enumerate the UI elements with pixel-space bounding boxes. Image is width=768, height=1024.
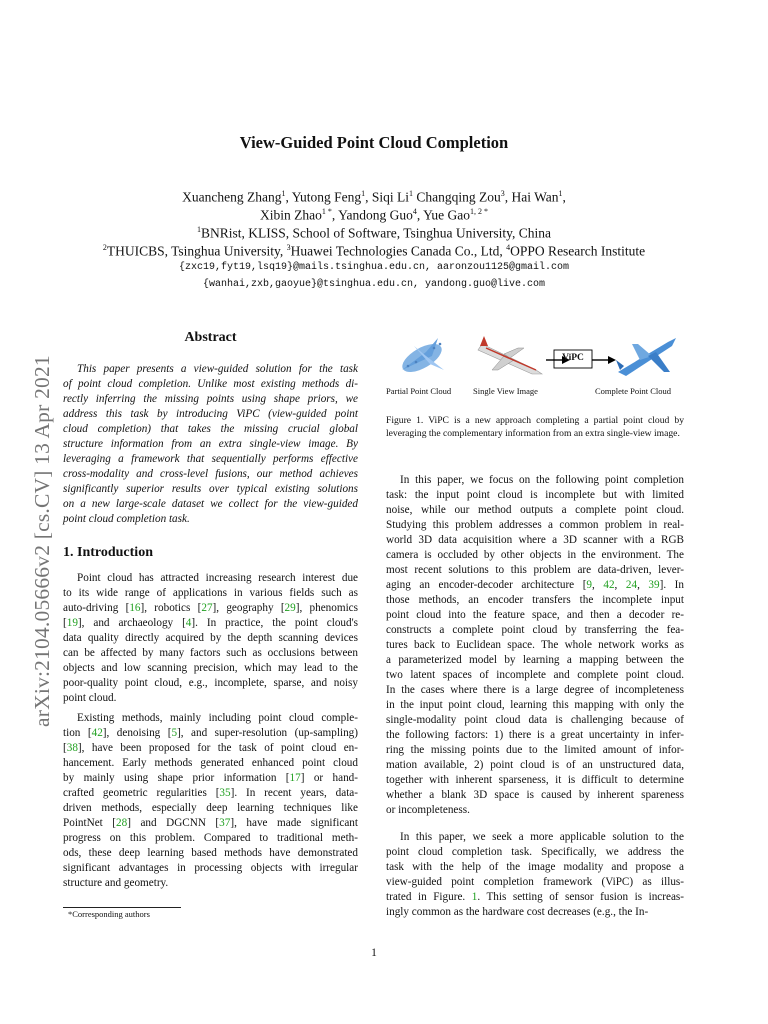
intro-para-1-line: poor-quality point cloud, e.g., incomplete, sparse, and noisy <box>63 677 358 689</box>
abstract-line: significantly superior results over typical existing solutions <box>63 483 358 495</box>
intro-para-1-line: can be affected by many factors such as occlusions between <box>63 647 358 659</box>
right-para-1-line: together with inherent sparseness, it is difficult to determine <box>386 774 684 786</box>
intro-para-2-line: by mainly using shape prior information [17] or hand- <box>63 772 358 784</box>
right-para-1-line: world 3D data acquisition where a 3D scanner with a RGB <box>386 534 684 546</box>
abstract-line: cloud completion) that takes the missing crucial global <box>63 423 358 435</box>
abstract-line: on a new large-scale dataset we collect for the view-guided <box>63 498 358 510</box>
right-para-1-line: mation available, 2) point cloud is of an unstructured data, <box>386 759 684 771</box>
right-para-1-line: camera is occluded by other objects in the environment. The <box>386 549 684 561</box>
right-para-1-line: whether a blank 3D space is caused by inherent spareness <box>386 789 684 801</box>
author-name: Huawei Technologies Canada Co., Ltd, <box>290 243 507 259</box>
author-sup: 4 <box>412 207 417 216</box>
right-para-1-line: two latent spaces of incomplete and complete point cloud. <box>386 669 684 681</box>
intro-para-1-line: objects and low scanning precision, which may lead to the <box>63 662 358 674</box>
author-name: Changqing Zou <box>412 189 501 205</box>
author-name: Xuancheng Zhang <box>182 189 282 205</box>
right-para-1-line: in the input point cloud, learning this mapping with only the <box>386 699 684 711</box>
right-para-1-line: aging an encoder-decoder architecture [9, 42, 24, 39]. In <box>386 579 684 591</box>
affil-text: BNRist, KLISS, School of Software, Tsinghua University, China <box>200 225 552 241</box>
abstract-line: This paper presents a view-guided solution for the task <box>77 363 358 375</box>
affiliation-2 <box>0 239 748 261</box>
page-number: 1 <box>371 947 377 959</box>
figure-label-complete: Complete Point Cloud <box>595 386 672 396</box>
right-para-1-line: Studying this problem addresses a common problem in real- <box>386 519 684 531</box>
abstract-line: leveraging a framework that sequentially performs effective <box>63 453 358 465</box>
intro-para-1 <box>63 571 358 706</box>
vipc-box-label: ViPC <box>562 353 584 363</box>
right-para-1-line: or incompleteness. <box>386 804 470 816</box>
right-para-1-line: ring the missing points due to the limited amount of infor- <box>386 744 684 756</box>
right-para-1-line: In the cases where there is a large degree of incompleteness <box>386 684 684 696</box>
intro-para-2-line: Existing methods, mainly including point cloud comple- <box>77 712 358 724</box>
author-sup: 3 <box>286 243 291 252</box>
arxiv-stamp <box>15 272 54 727</box>
author-sup: 3 <box>500 189 505 198</box>
author-sup: 2 <box>102 243 107 252</box>
right-para-1-line: tures back to Euclidean space. The whole network works as <box>386 639 684 651</box>
intro-para-2-line: PointNet [28] and DGCNN [37], have made significant <box>63 817 358 829</box>
intro-para-1-line: to its wide range of applications in various fields such as <box>63 587 358 599</box>
abstract-body <box>63 362 358 527</box>
intro-heading: 1. Introduction <box>63 545 153 560</box>
author-name: OPPO Research Institute <box>510 243 646 259</box>
figure-caption: Figure 1. ViPC is a new approach completing a partial point cloud by leveraging the complementary information from an extra single-view image. <box>386 415 684 439</box>
intro-para-1-line: auto-driving [16], robotics [27], geography [29], phenomics <box>63 602 359 614</box>
abstract-line: point cloud completion task. <box>63 513 190 525</box>
partial-point-cloud-image <box>398 338 446 378</box>
author-name: , Yutong Feng <box>285 189 362 205</box>
right-para-1-line: point cloud into the feature space, and then a decoder re- <box>386 609 684 621</box>
intro-para-2-line: crafted geometric regularities [35]. In recent years, data- <box>63 787 358 799</box>
author-sup: 1 <box>558 189 563 198</box>
complete-point-cloud-image <box>616 338 676 376</box>
author-sup: 1, 2 * <box>470 207 488 216</box>
abstract-line: rectly inferring the missing points using shape priors, we <box>63 393 358 405</box>
paper-title: View-Guided Point Cloud Completion <box>239 133 509 152</box>
abstract-line: of point cloud completion. Unlike most existing methods di- <box>63 378 358 390</box>
intro-para-1-line: [19], and archaeology [4]. In practice, the point cloud's <box>63 617 358 629</box>
right-para-2-line: ingly common as the hardware cost decreases (e.g., the In- <box>386 906 649 918</box>
right-para-1-line: In this paper, we focus on the following point completion <box>400 474 684 486</box>
right-para-1 <box>386 473 684 818</box>
author-name: , <box>562 189 566 205</box>
email-line-2: {wanhai,zxb,gaoyue}@tsinghua.edu.cn, yandong.guo@live.com <box>202 279 546 290</box>
author-sup: 1 <box>408 189 413 198</box>
right-para-2-line: view-guided point completion framework (ViPC) as illus- <box>386 876 684 888</box>
figure-label-single-view: Single View Image <box>473 386 538 396</box>
author-name: , Yandong Guo <box>331 207 413 223</box>
author-sup: 1 <box>281 189 286 198</box>
right-para-2-line: task with the help of the image modality and propose a <box>386 861 684 873</box>
intro-para-2-line: hancement. Early methods generated enhanced point cloud <box>63 757 358 769</box>
right-para-1-line: constructs a complete point cloud by transferring the fea- <box>386 624 684 636</box>
abstract-line: address this task by introducing ViPC (view-guided point <box>63 408 358 420</box>
right-para-2-line: In this paper, we seek a more applicable solution to the <box>400 831 684 843</box>
author-sup: 1 <box>361 189 366 198</box>
author-name: , Yue Gao <box>416 207 470 223</box>
footnote: *Corresponding authors <box>68 909 150 919</box>
intro-para-2-line: driven methods, especially deep learning techniques like <box>63 802 358 814</box>
author-name: THUICBS, Tsinghua University, <box>106 243 287 259</box>
right-para-2-line: trated in Figure. 1. This setting of sensor fusion is increas- <box>386 891 684 903</box>
figure-label-partial: Partial Point Cloud <box>386 386 452 396</box>
intro-para-2-line: tion [42], denoising [5], and super-resolution (up-sampling) <box>63 727 358 739</box>
intro-para-2-line: significant advantages in processing objects with irregular <box>63 862 358 874</box>
right-para-1-line: a parameterized model by learning a mapping between the <box>386 654 684 666</box>
single-view-image <box>478 336 542 374</box>
arxiv-id: arXiv:2104.05666v2 [cs.CV] 13 Apr 2021 <box>30 355 54 727</box>
right-para-1-line: the following factors: 1) there is a great uncertainty in infer- <box>386 729 684 741</box>
right-para-1-line: task: the input point cloud is incomplete but with limited <box>386 489 684 501</box>
intro-para-2-line: [38], have been proposed for the task of point cloud en- <box>63 742 358 754</box>
footnote-rule <box>63 907 181 908</box>
right-para-1-line: single-modality point cloud data is challenging because of <box>386 714 684 726</box>
intro-para-1-line: Point cloud has attracted increasing research interest due <box>77 572 358 584</box>
right-para-2 <box>386 830 684 920</box>
intro-para-1-line: point cloud. <box>63 692 117 704</box>
abstract-line: cross-modality and cross-level fusions, our method achieves <box>63 468 358 480</box>
affil-sup: 1 <box>196 225 201 234</box>
intro-para-1-line: data quality directly acquired by the depth scanning devices <box>63 632 358 644</box>
right-para-1-line: noise, while our method outputs a complete point cloud. <box>386 504 684 516</box>
intro-para-2 <box>63 711 358 891</box>
author-sup: 4 <box>506 243 511 252</box>
author-name: Xibin Zhao <box>259 207 322 223</box>
abstract-heading: Abstract <box>184 330 237 345</box>
author-name: , Siqi Li <box>365 189 409 205</box>
intro-para-2-line: progress on this problem. Compared to traditional meth- <box>63 832 358 844</box>
author-name: , Hai Wan <box>504 189 559 205</box>
abstract-line: structure information from an extra single-view image. By <box>63 438 358 450</box>
intro-para-2-line: structure and geometry. <box>63 877 169 889</box>
email-line-1: {zxc19,fyt19,lsq19}@mails.tsinghua.edu.cn, aaronzou1125@gmail.com <box>178 262 570 273</box>
right-para-1-line: those methods, an encoder transfers the incomplete input <box>386 594 684 606</box>
intro-para-2-line: ods, these deep learning based methods have demonstrated <box>63 847 358 859</box>
right-para-1-line: most recent solutions to this problem are data-driven, lever- <box>386 564 684 576</box>
author-sup: 1 * <box>321 207 332 216</box>
right-para-2-line: point cloud completion task. Specifically, we address the <box>386 846 684 858</box>
